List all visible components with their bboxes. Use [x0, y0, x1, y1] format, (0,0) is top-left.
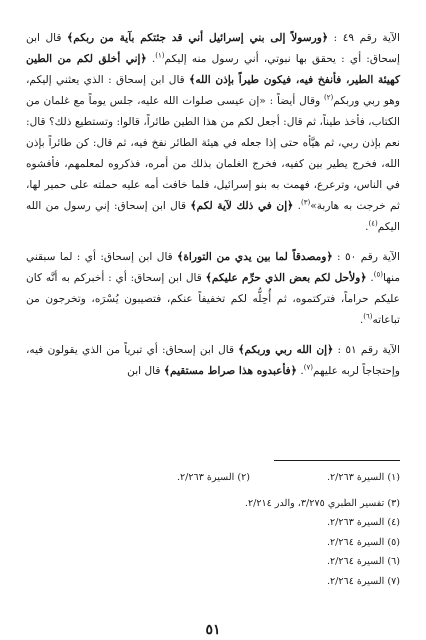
text-run: .	[293, 200, 301, 212]
footnote-6: (٦) السيرة ٢/٢٦٤.	[326, 556, 400, 567]
page-number: ٥١	[205, 622, 221, 638]
footnote-2: (٢) السيرة ٢/٢٦٣.	[176, 472, 250, 483]
footnote-ref: (٧)	[303, 363, 313, 372]
text-run: قال ابن إسحاق: أي : لما سبقني منها	[26, 251, 400, 284]
text-run: .	[296, 365, 304, 377]
text-run: قال ابن إسحاق: أي : أخبركم به أنَّه كان عليكم حراماً، فتركتموه، ثم أُحِلُّه لكم تخفيفاً عنكم، فتصيبون يُسْرَه، وتخرجون من تباعاته	[26, 272, 400, 326]
text-run: قال ابن إسحاق : الذي يعثني إليكم، وهو ربي وربكم	[26, 74, 401, 107]
text-run: قال ابن	[127, 365, 164, 377]
text-run: الآية رقم ٥٠ :	[332, 251, 400, 263]
text-run: .	[366, 272, 374, 284]
text-run: الآية رقم ٥١ :	[333, 344, 400, 356]
footnote-ref: (٣)	[300, 198, 311, 207]
text-run: قال ابن إسحاق: أي تبرياً من الذي يقولون فيه، وإحتجاجاً لربه عليهم	[26, 344, 400, 377]
footnotes	[26, 468, 400, 591]
text-run: وقال أيضاً : «إن عيسى صلوات الله عليه، جلس يوماً مع غلمان من الكتاب، فأخذ طيناً، ثم قال: أجعل لكم من هذا الطين طائراً، قالوا: وتستطيع ذلك؟ قال: نعم بإذن ربي، ثم هيَّأه حتى إذا جعله في هيئة الطائر نفخ فيه، ثم قال: كن طائراً بإذن الله، فخرج يطير بين كفيه، فخرج الغلمان بذلك من أمره، فذكروه لمعلمهم، فأفشوه في الناس، وترعرع، فهمت به بنو إسرائيل، فلما خافت أمه عليه حملته على حمير لها، ثم خرجت به هاربة»	[26, 95, 400, 212]
footnote-4: (٤) السيرة ٢/٢٦٣.	[326, 517, 400, 528]
paragraph-3	[26, 340, 400, 382]
quran-verse: ﴿ولأحل لكم بعض الذي حرِّم عليكم﴾	[205, 272, 367, 284]
text-run: قال ابن إسحاق: أي : يحقق بها نبوتي، أني رسول منه إليكم	[26, 32, 400, 65]
text-run: .	[146, 53, 156, 65]
footnote-ref: (٦)	[363, 312, 373, 321]
quran-verse: ﴿إن في ذلك لآية لكم﴾	[190, 200, 294, 212]
document-page	[26, 28, 400, 640]
body-text	[26, 28, 400, 382]
paragraph-2	[26, 247, 400, 331]
quran-verse: ﴿إني أخلق لكم من الطين كهيئة الطير، فأنفخ فيه، فيكون طيراً بإذن الله﴾	[26, 53, 400, 86]
text-run: قال ابن إسحاق: إني رسول من الله اليكم	[26, 200, 400, 233]
text-run: .	[365, 221, 369, 233]
quran-verse: ﴿ومصدقاً لما بين يدي من التوراة﴾	[177, 251, 333, 263]
text-run: .	[359, 314, 364, 326]
footnote-3: (٣) تفسير الطبري ٣/٢٧٥، والدر ٢/٢١٤.	[244, 497, 400, 509]
quran-verse: ﴿ورسولاً إلى بني إسرائيل أني قد جئتكم بآية من ربكم﴾	[67, 32, 329, 44]
text-run: الآية رقم ٤٩ :	[328, 32, 400, 44]
footnote-1: (١) السيرة ٢/٢٦٣.	[326, 472, 400, 483]
footnote-ref: (١)	[155, 51, 165, 60]
footnote-ref: (٢)	[324, 93, 334, 102]
quran-verse: ﴿فأعبدوه هذا صراط مستقيم﴾	[163, 365, 297, 377]
footnote-separator	[274, 460, 400, 461]
quran-verse: ﴿إن الله ربي وربكم﴾	[238, 344, 334, 356]
footnote-ref: (٥)	[373, 270, 384, 279]
footnote-5: (٥) السيرة ٢/٢٦٤.	[326, 536, 400, 548]
paragraph-1	[26, 28, 400, 238]
footnote-7: (٧) السيرة ٢/٢٦٤.	[326, 575, 400, 587]
footnote-row	[26, 468, 400, 488]
footnote-ref: (٤)	[368, 219, 378, 228]
